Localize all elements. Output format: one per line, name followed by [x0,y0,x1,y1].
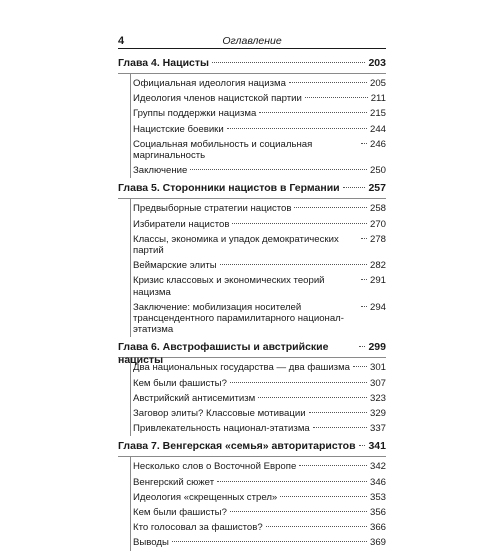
section-list [130,74,386,178]
dot-leader [299,465,367,466]
running-title: Оглавление [222,35,282,47]
toc-entry[interactable] [131,535,386,550]
entry-page-number: 282 [369,260,386,272]
toc-entry[interactable] [131,421,386,436]
chapter-page-number: 341 [368,440,386,453]
toc-entry[interactable] [131,520,386,535]
dot-leader [190,169,367,170]
toc-entry[interactable] [131,376,386,391]
dot-leader [280,496,367,497]
entry-page-number: 291 [369,275,386,287]
entry-title: Выводы [133,537,169,549]
entry-title: Нацистские боевики [133,123,224,135]
entry-page-number: 329 [369,408,386,420]
chapter-heading[interactable] [118,440,386,453]
table-of-contents [118,57,386,551]
toc-entry[interactable] [131,273,386,299]
toc-entry[interactable] [131,122,386,137]
chapter-page-number: 203 [368,57,386,69]
dot-leader [172,541,367,542]
dot-leader [294,207,367,208]
dot-leader [259,112,367,113]
chapter-title: Глава 7. Венгерская «семья» авторитаристов [118,440,356,453]
dot-leader [266,526,367,527]
section-list [130,199,386,337]
toc-entry[interactable] [131,217,386,232]
dot-leader [361,306,367,307]
toc-chapter [118,182,386,341]
toc-entry[interactable] [131,76,386,91]
chapter-page-number: 257 [368,182,386,195]
toc-entry[interactable] [131,406,386,421]
entry-page-number: 244 [369,123,386,135]
entry-title: Кем были фашисты? [133,377,227,389]
entry-page-number: 301 [369,362,386,374]
dot-leader [212,62,366,63]
entry-title: Кем были фашисты? [133,507,227,519]
entry-page-number: 294 [369,301,386,313]
toc-entry[interactable] [131,163,386,178]
entry-title: Заключение: мобилизация носителей трансцендентного парамилитарного национал-этатизма [133,301,344,336]
entry-page-number: 337 [369,423,386,435]
page-header [118,34,386,48]
dot-leader [305,97,368,98]
chapter-title: Глава 6. Австрофашисты и австрийские нацисты [118,341,329,367]
entry-title: Избиратели нацистов [133,218,230,230]
entry-page-number: 356 [369,507,386,519]
chapter-heading[interactable] [118,341,386,367]
entry-page-number: 346 [369,476,386,488]
entry-title: Два национальных государства — два фашизма [133,362,351,374]
toc-entry[interactable] [131,360,386,375]
toc-entry[interactable] [131,391,386,406]
entry-title: Официальная идеология нацизма [133,78,286,89]
chapter-heading[interactable] [118,182,386,195]
dot-leader [309,412,367,413]
dot-leader [258,397,367,398]
toc-entry[interactable] [131,137,386,163]
entry-page-number: 366 [369,522,386,534]
entry-title: Кризис классовых и экономических теорий нацизма [133,275,325,298]
toc-chapter [118,341,386,440]
dot-leader [361,238,367,239]
entry-title: Социальная мобильность и социальная маргинальность [133,138,313,162]
entry-title: Группы поддержки нацизма [133,108,257,120]
dot-leader [313,427,367,428]
dot-leader [359,346,365,347]
entry-page-number: 250 [369,165,386,177]
entry-page-number: 323 [369,392,386,404]
chapter-title: Глава 4. Нацисты [118,57,209,69]
entry-title: Идеология членов нацистской партии [133,93,302,105]
dot-leader [361,143,367,144]
entry-title: Идеология «скрещенных стрел» [133,491,278,503]
dot-leader [343,187,366,188]
header-rule [118,48,386,49]
entry-title: Кто голосовал за фашистов? [133,522,263,534]
entry-title: Веймарские элиты [133,260,217,272]
dot-leader [220,264,367,265]
toc-entry[interactable] [131,300,386,338]
entry-page-number: 278 [369,233,386,245]
toc-entry[interactable] [131,475,386,490]
entry-title: Несколько слов о Восточной Европе [133,461,297,473]
entry-title: Заговор элиты? Классовые мотивации [133,408,306,420]
entry-page-number: 369 [369,537,386,549]
toc-entry[interactable] [131,459,386,474]
toc-entry[interactable] [131,232,386,258]
chapter-page-number: 299 [368,341,386,354]
entry-title: Австрийский антисемитизм [133,392,256,404]
page-number: 4 [118,35,125,47]
entry-page-number: 270 [369,218,386,230]
entry-page-number: 215 [369,108,386,120]
toc-entry[interactable] [131,201,386,216]
dot-leader [232,223,367,224]
toc-chapter [118,440,386,550]
dot-leader [359,445,366,446]
chapter-title: Глава 5. Сторонники нацистов в Германии [118,182,340,195]
entry-page-number: 353 [369,491,386,503]
chapter-heading[interactable] [118,57,386,70]
entry-page-number: 258 [369,203,386,215]
entry-title: Предвыборные стратегии нацистов [133,203,292,215]
toc-entry[interactable] [131,258,386,273]
dot-leader [230,511,367,512]
toc-entry[interactable] [131,106,386,121]
dot-leader [289,82,367,83]
entry-title: Венгерский сюжет [133,476,215,488]
entry-page-number: 211 [370,93,386,105]
dot-leader [230,382,367,383]
entry-title: Классы, экономика и упадок демократических партий [133,233,339,257]
entry-title: Привлекательность национал-этатизма [133,423,310,435]
toc-entry[interactable] [131,490,386,505]
entry-page-number: 205 [369,78,386,89]
dot-leader [217,481,367,482]
dot-leader [353,366,367,367]
toc-chapter [118,57,386,182]
entry-page-number: 342 [369,461,386,473]
section-list [130,457,386,550]
dot-leader [227,128,367,129]
toc-entry[interactable] [131,91,386,106]
entry-title: Заключение [133,165,188,177]
entry-page-number: 307 [369,377,386,389]
dot-leader [361,279,367,280]
toc-entry[interactable] [131,505,386,520]
section-list [130,358,386,436]
entry-page-number: 246 [369,138,386,150]
